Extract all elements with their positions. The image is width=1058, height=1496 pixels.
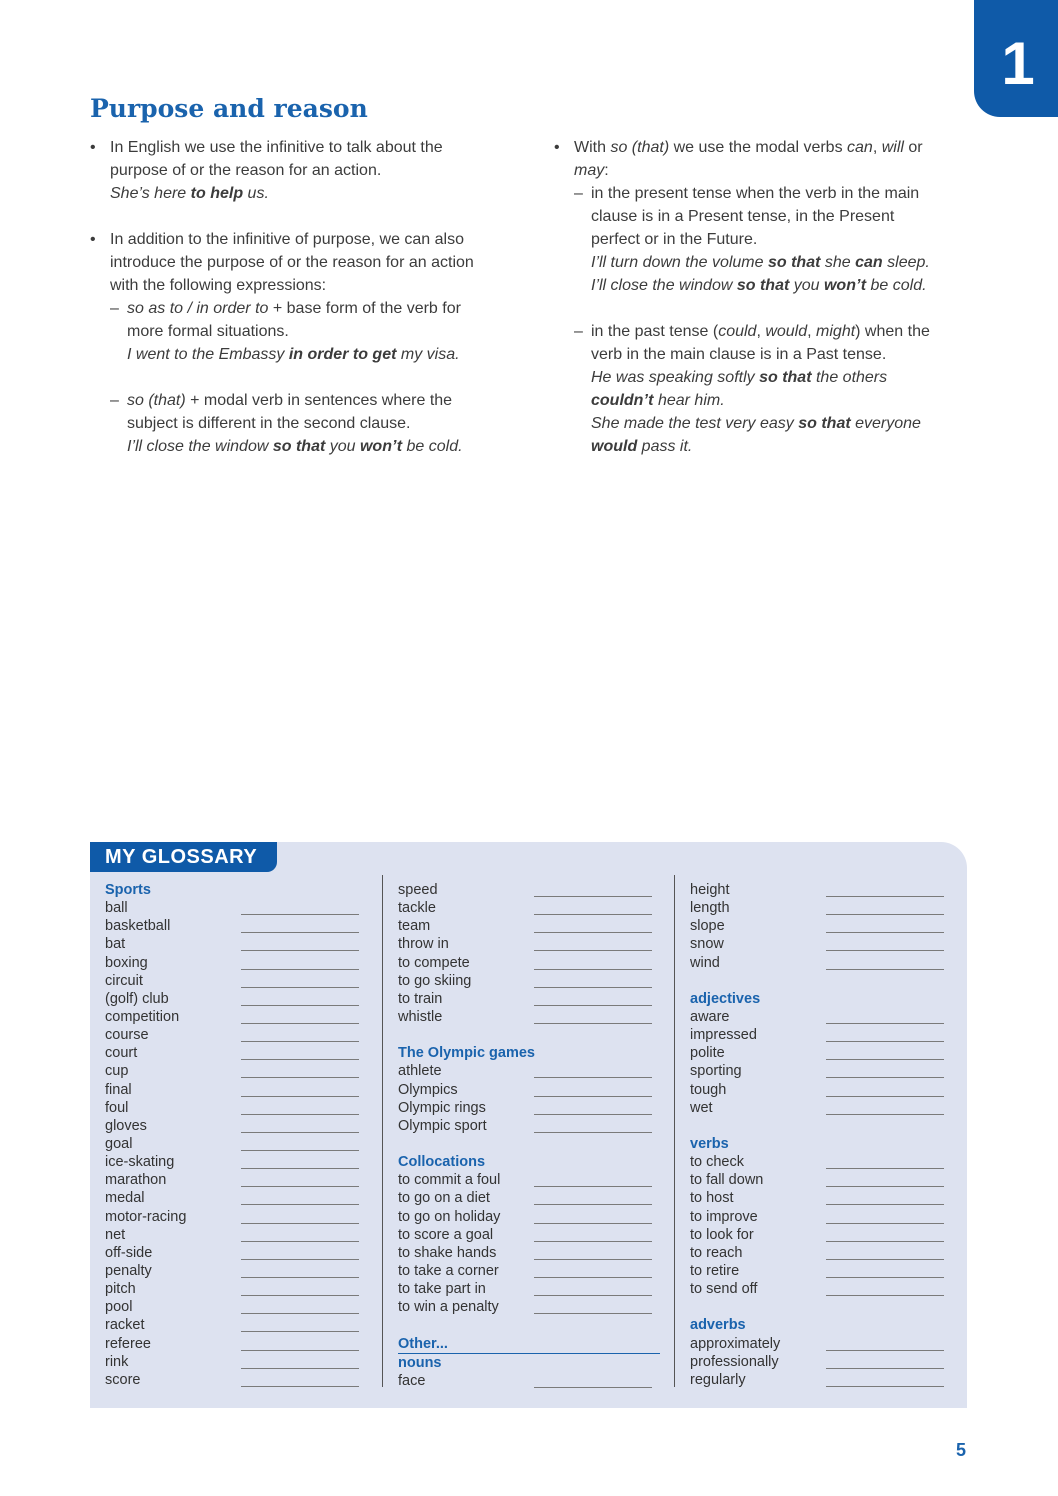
glossary-title: MY GLOSSARY [90, 842, 277, 872]
bullet-mark: • [90, 231, 96, 248]
glossary-entry [398, 881, 667, 899]
translation-blank-line[interactable] [826, 1204, 944, 1205]
translation-blank-line[interactable] [241, 1041, 359, 1042]
translation-blank-line[interactable] [826, 1168, 944, 1169]
translation-blank-line[interactable] [826, 1041, 944, 1042]
glossary-entry [105, 1189, 365, 1207]
glossary-entry [105, 1171, 365, 1189]
glossary-entry [690, 1171, 949, 1189]
translation-blank-line[interactable] [826, 1241, 944, 1242]
example-sentence: couldn’t hear him. [591, 392, 725, 409]
translation-blank-line[interactable] [826, 896, 944, 897]
translation-blank-line[interactable] [826, 1059, 944, 1060]
translation-blank-line[interactable] [241, 1368, 359, 1369]
glossary-term: boxing [105, 954, 148, 971]
translation-blank-line[interactable] [241, 1150, 359, 1151]
glossary-term: penalty [105, 1262, 152, 1279]
example-sentence: I’ll close the window so that you won’t be cold. [127, 438, 463, 455]
glossary-entry [398, 1372, 667, 1390]
translation-blank-line[interactable] [241, 1259, 359, 1260]
bullet-infinitive [90, 136, 520, 205]
glossary-entry [398, 954, 667, 972]
glossary-term: to train [398, 990, 443, 1007]
glossary-entry [105, 1135, 365, 1153]
translation-blank-line[interactable] [826, 932, 944, 933]
example-sentence: He was speaking softly so that the others [591, 369, 888, 386]
glossary-term: polite [690, 1045, 725, 1062]
translation-blank-line[interactable] [241, 1331, 359, 1332]
glossary-entry [690, 1189, 949, 1207]
translation-blank-line[interactable] [534, 1186, 652, 1187]
translation-blank-line[interactable] [241, 1186, 359, 1187]
glossary-entry [398, 1062, 667, 1080]
glossary-term: motor-racing [105, 1208, 187, 1225]
glossary-term: athlete [398, 1063, 442, 1080]
translation-blank-line[interactable] [826, 1368, 944, 1369]
dash-mark: – [574, 323, 583, 340]
glossary-term: to commit a foul [398, 1172, 501, 1189]
glossary-entry [105, 935, 365, 953]
translation-blank-line[interactable] [241, 1204, 359, 1205]
glossary-entry [690, 1244, 949, 1262]
text-line: purpose of or the reason for an action. [110, 162, 382, 179]
glossary-entry [398, 1280, 667, 1298]
glossary-term: to go skiing [398, 972, 472, 989]
dash-mark: – [110, 392, 119, 409]
glossary-entry [105, 1099, 365, 1117]
bullet-mark: • [554, 139, 560, 156]
translation-blank-line[interactable] [826, 1223, 944, 1224]
glossary-entry [398, 990, 667, 1008]
translation-blank-line[interactable] [241, 932, 359, 933]
grammar-right-column [554, 136, 974, 458]
glossary-entry [398, 1226, 667, 1244]
translation-blank-line[interactable] [241, 1313, 359, 1314]
glossary-entry [690, 1081, 949, 1099]
glossary-entry [398, 935, 667, 953]
dash-item-present [574, 182, 974, 297]
glossary-entry [105, 1008, 365, 1026]
glossary-spacer [690, 1117, 949, 1135]
glossary-term: court [105, 1045, 138, 1062]
glossary-term: off-side [105, 1244, 153, 1261]
glossary-term: pool [105, 1299, 133, 1316]
glossary-term: impressed [690, 1027, 757, 1044]
translation-blank-line[interactable] [241, 987, 359, 988]
translation-blank-line[interactable] [534, 969, 652, 970]
translation-blank-line[interactable] [534, 987, 652, 988]
translation-blank-line[interactable] [241, 1005, 359, 1006]
glossary-term: height [690, 882, 730, 898]
translation-blank-line[interactable] [241, 1114, 359, 1115]
glossary-entry [690, 1262, 949, 1280]
translation-blank-line[interactable] [241, 1168, 359, 1169]
glossary-heading: Sports [105, 882, 151, 898]
translation-blank-line[interactable] [534, 1277, 652, 1278]
glossary-entry [690, 917, 949, 935]
glossary-term: marathon [105, 1172, 167, 1189]
glossary-term: rink [105, 1353, 129, 1370]
text-line: in the present tense when the verb in the main [591, 185, 920, 202]
glossary-term: to send off [690, 1281, 758, 1298]
expression: so as to / in order to [127, 300, 269, 317]
text-line: clause is in a Present tense, in the Present [591, 208, 895, 225]
glossary-term: to reach [690, 1244, 743, 1261]
glossary-entry [690, 1226, 949, 1244]
glossary-term: snow [690, 936, 724, 953]
translation-blank-line[interactable] [534, 1241, 652, 1242]
glossary-term: slope [690, 918, 725, 935]
glossary-term: wind [690, 954, 720, 971]
glossary-term: to take part in [398, 1281, 486, 1298]
glossary-term: Olympics [398, 1081, 458, 1098]
glossary-term: ice-skating [105, 1154, 175, 1171]
glossary-entry [105, 1335, 365, 1353]
glossary-entry [690, 1099, 949, 1117]
translation-blank-line[interactable] [534, 896, 652, 897]
glossary-spacer [690, 972, 949, 990]
translation-blank-line[interactable] [826, 1023, 944, 1024]
translation-blank-line[interactable] [826, 950, 944, 951]
glossary-entry [105, 1353, 365, 1371]
chapter-tab [974, 0, 1058, 117]
glossary-entry [105, 1244, 365, 1262]
glossary-term: to go on holiday [398, 1208, 501, 1225]
glossary-term: to score a goal [398, 1226, 494, 1243]
dash-mark: – [574, 185, 583, 202]
glossary-term: gloves [105, 1117, 147, 1134]
glossary-entry [690, 954, 949, 972]
translation-blank-line[interactable] [534, 1259, 652, 1260]
glossary-entry [398, 1189, 667, 1207]
translation-blank-line[interactable] [241, 1096, 359, 1097]
translation-blank-line[interactable] [826, 914, 944, 915]
glossary-heading: nouns [398, 1354, 442, 1371]
glossary-column-3 [674, 875, 949, 1387]
glossary-entry [398, 1171, 667, 1189]
translation-blank-line[interactable] [826, 1386, 944, 1387]
translation-blank-line[interactable] [241, 1132, 359, 1133]
translation-blank-line[interactable] [241, 1059, 359, 1060]
translation-blank-line[interactable] [534, 1023, 652, 1024]
glossary-entry [398, 1008, 667, 1026]
text-line: subject is different in the second clause. [127, 415, 411, 432]
glossary-term: aware [690, 1008, 730, 1025]
translation-blank-line[interactable] [826, 1077, 944, 1078]
translation-blank-line[interactable] [241, 1077, 359, 1078]
glossary-entry [105, 1262, 365, 1280]
glossary-term: basketball [105, 918, 171, 935]
glossary-column-2 [382, 875, 667, 1387]
glossary-entry [105, 1026, 365, 1044]
translation-blank-line[interactable] [534, 950, 652, 951]
translation-blank-line[interactable] [826, 1096, 944, 1097]
bullet-expressions [90, 228, 520, 297]
translation-blank-line[interactable] [534, 1295, 652, 1296]
example-sentence: I’ll turn down the volume so that she can sleep. [591, 254, 930, 271]
glossary-entry [105, 1208, 365, 1226]
glossary-entry [690, 1008, 949, 1026]
text-line: verb in the main clause is in a Past tense. [591, 346, 887, 363]
glossary-entry [398, 1262, 667, 1280]
glossary-entry [690, 1153, 949, 1171]
glossary-entry [690, 1062, 949, 1080]
glossary-term: cup [105, 1063, 129, 1080]
translation-blank-line[interactable] [534, 1114, 652, 1115]
glossary-term: whistle [398, 1008, 443, 1025]
glossary-entry [105, 1153, 365, 1171]
glossary-term: to look for [690, 1226, 754, 1243]
glossary-entry [105, 954, 365, 972]
glossary-entry [105, 917, 365, 935]
glossary-entry [105, 1316, 365, 1334]
translation-blank-line[interactable] [241, 1023, 359, 1024]
glossary-entry [690, 1280, 949, 1298]
translation-blank-line[interactable] [826, 1114, 944, 1115]
expression: so (that) [127, 392, 186, 409]
glossary-term: course [105, 1027, 149, 1044]
translation-blank-line[interactable] [534, 1313, 652, 1314]
glossary-term: team [398, 918, 431, 935]
translation-blank-line[interactable] [534, 1005, 652, 1006]
translation-blank-line[interactable] [534, 1387, 652, 1388]
dash-item-past: – in the past tense (could, would, might) when the verb in the main clause is in a Past tense. He was speaking softly so that the others couldn’t hear him. She made the test very easy so that everyone would pass it. [574, 320, 974, 458]
glossary-term: approximately [690, 1335, 781, 1352]
example-sentence: She made the test very easy so that everyone [591, 415, 921, 432]
translation-blank-line[interactable] [534, 932, 652, 933]
glossary-entry [398, 1117, 667, 1135]
translation-blank-line[interactable] [534, 1223, 652, 1224]
bullet-mark: • [90, 139, 96, 156]
translation-blank-line[interactable] [241, 1223, 359, 1224]
glossary-entry [690, 1044, 949, 1062]
glossary-entry [398, 1081, 667, 1099]
glossary-panel [90, 842, 967, 1408]
dash-item-so-that [110, 389, 520, 458]
glossary-term: throw in [398, 936, 449, 953]
glossary-entry [690, 935, 949, 953]
glossary-heading: The Olympic games [398, 1045, 535, 1062]
glossary-entry [105, 1280, 365, 1298]
glossary-entry [690, 1335, 949, 1353]
glossary-entry [105, 1062, 365, 1080]
grammar-left-column [90, 136, 520, 458]
glossary-term: circuit [105, 972, 143, 989]
glossary-term: foul [105, 1099, 129, 1116]
glossary-term: to go on a diet [398, 1190, 490, 1207]
translation-blank-line[interactable] [534, 914, 652, 915]
glossary-term: to retire [690, 1262, 740, 1279]
glossary-term: to take a corner [398, 1262, 499, 1279]
glossary-spacer [690, 1298, 949, 1316]
translation-blank-line[interactable] [241, 1277, 359, 1278]
glossary-term: (golf) club [105, 990, 169, 1007]
translation-blank-line[interactable] [826, 1259, 944, 1260]
glossary-term: final [105, 1081, 132, 1098]
glossary-entry [105, 899, 365, 917]
example-sentence: would pass it. [591, 438, 693, 455]
text-line: + base form of the verb for [268, 300, 461, 317]
section-title: Purpose and reason [90, 94, 368, 123]
glossary-term: to host [690, 1190, 734, 1207]
text-line: introduce the purpose of or the reason for an action [110, 254, 474, 271]
example-sentence: She’s here to help us. [110, 185, 269, 202]
glossary-term: racket [105, 1317, 145, 1334]
glossary-term: sporting [690, 1063, 742, 1080]
glossary-entry [690, 1026, 949, 1044]
glossary-spacer [398, 1135, 667, 1153]
glossary-entry [105, 1044, 365, 1062]
translation-blank-line[interactable] [826, 1295, 944, 1296]
translation-blank-line[interactable] [534, 1204, 652, 1205]
page-number: 5 [956, 1440, 967, 1460]
glossary-term: tough [690, 1081, 727, 1098]
translation-blank-line[interactable] [241, 969, 359, 970]
glossary-term: to fall down [690, 1172, 764, 1189]
glossary-term: length [690, 900, 730, 917]
chapter-number: 1 [1001, 30, 1035, 97]
text-line: perfect or in the Future. [591, 231, 758, 248]
glossary-spacer [398, 1026, 667, 1044]
example-sentence: I went to the Embassy in order to get my visa. [127, 346, 460, 363]
translation-blank-line[interactable] [826, 1350, 944, 1351]
glossary-heading: adverbs [690, 1317, 746, 1334]
glossary-term: referee [105, 1335, 151, 1352]
glossary-heading: adjectives [690, 990, 761, 1007]
translation-blank-line[interactable] [826, 1186, 944, 1187]
glossary-entry [690, 1208, 949, 1226]
glossary-term: medal [105, 1190, 145, 1207]
glossary-heading: verbs [690, 1135, 729, 1152]
translation-blank-line[interactable] [241, 1295, 359, 1296]
glossary-term: bat [105, 936, 126, 953]
glossary-entry [398, 917, 667, 935]
glossary-entry [398, 972, 667, 990]
dash-mark: – [110, 300, 119, 317]
glossary-entry [105, 972, 365, 990]
glossary-term: regularly [690, 1371, 746, 1388]
glossary-term: to improve [690, 1208, 758, 1225]
glossary-entry [105, 1081, 365, 1099]
glossary-entry [690, 899, 949, 917]
glossary-term: net [105, 1226, 126, 1243]
example-sentence: I’ll close the window so that you won’t be cold. [591, 277, 927, 294]
glossary-entry [690, 1371, 949, 1389]
glossary-entry [398, 1099, 667, 1117]
glossary-term: professionally [690, 1353, 779, 1370]
glossary-term: Olympic rings [398, 1099, 486, 1116]
glossary-term: wet [690, 1099, 713, 1116]
translation-blank-line[interactable] [826, 1277, 944, 1278]
glossary-column-1 [105, 881, 365, 1389]
glossary-entry [105, 1298, 365, 1316]
glossary-term: to check [690, 1154, 744, 1171]
glossary-entry [398, 1208, 667, 1226]
glossary-term: competition [105, 1008, 180, 1025]
glossary-term: to shake hands [398, 1244, 497, 1261]
glossary-term: pitch [105, 1281, 136, 1298]
glossary-term: goal [105, 1135, 133, 1152]
text-line: with the following expressions: [110, 277, 327, 294]
translation-blank-line[interactable] [826, 969, 944, 970]
glossary-spacer [398, 1316, 667, 1334]
glossary-term: ball [105, 900, 128, 917]
glossary-term: Olympic sport [398, 1117, 487, 1134]
glossary-heading: Collocations [398, 1154, 486, 1171]
text-line: + modal verb in sentences where the [185, 392, 453, 409]
bullet-modal-verbs: • With so (that) we use the modal verbs can, will or may: [554, 136, 974, 182]
glossary-entry [398, 899, 667, 917]
glossary-entry [690, 1353, 949, 1371]
glossary-term: speed [398, 882, 438, 898]
glossary-entry [105, 1226, 365, 1244]
glossary-entry [398, 1298, 667, 1316]
glossary-entry [105, 990, 365, 1008]
translation-blank-line[interactable] [241, 950, 359, 951]
glossary-entry [105, 1371, 365, 1389]
glossary-heading: Other... [398, 1335, 660, 1354]
glossary-term: to compete [398, 954, 470, 971]
text-line: more formal situations. [127, 323, 289, 340]
glossary-entry [398, 1244, 667, 1262]
translation-blank-line[interactable] [534, 1132, 652, 1133]
translation-blank-line[interactable] [534, 1077, 652, 1078]
dash-item-in-order-to [110, 297, 520, 366]
translation-blank-line[interactable] [534, 1096, 652, 1097]
text-line: In English we use the infinitive to talk about the [110, 139, 443, 156]
translation-blank-line[interactable] [241, 1386, 359, 1387]
translation-blank-line[interactable] [241, 1241, 359, 1242]
glossary-entry [105, 1117, 365, 1135]
text-line: In addition to the infinitive of purpose, we can also [110, 231, 464, 248]
glossary-entry [690, 881, 949, 899]
glossary-term: face [398, 1372, 426, 1389]
translation-blank-line[interactable] [241, 914, 359, 915]
glossary-term: score [105, 1371, 141, 1388]
glossary-term: tackle [398, 900, 436, 917]
glossary-term: to win a penalty [398, 1299, 499, 1316]
translation-blank-line[interactable] [241, 1350, 359, 1351]
